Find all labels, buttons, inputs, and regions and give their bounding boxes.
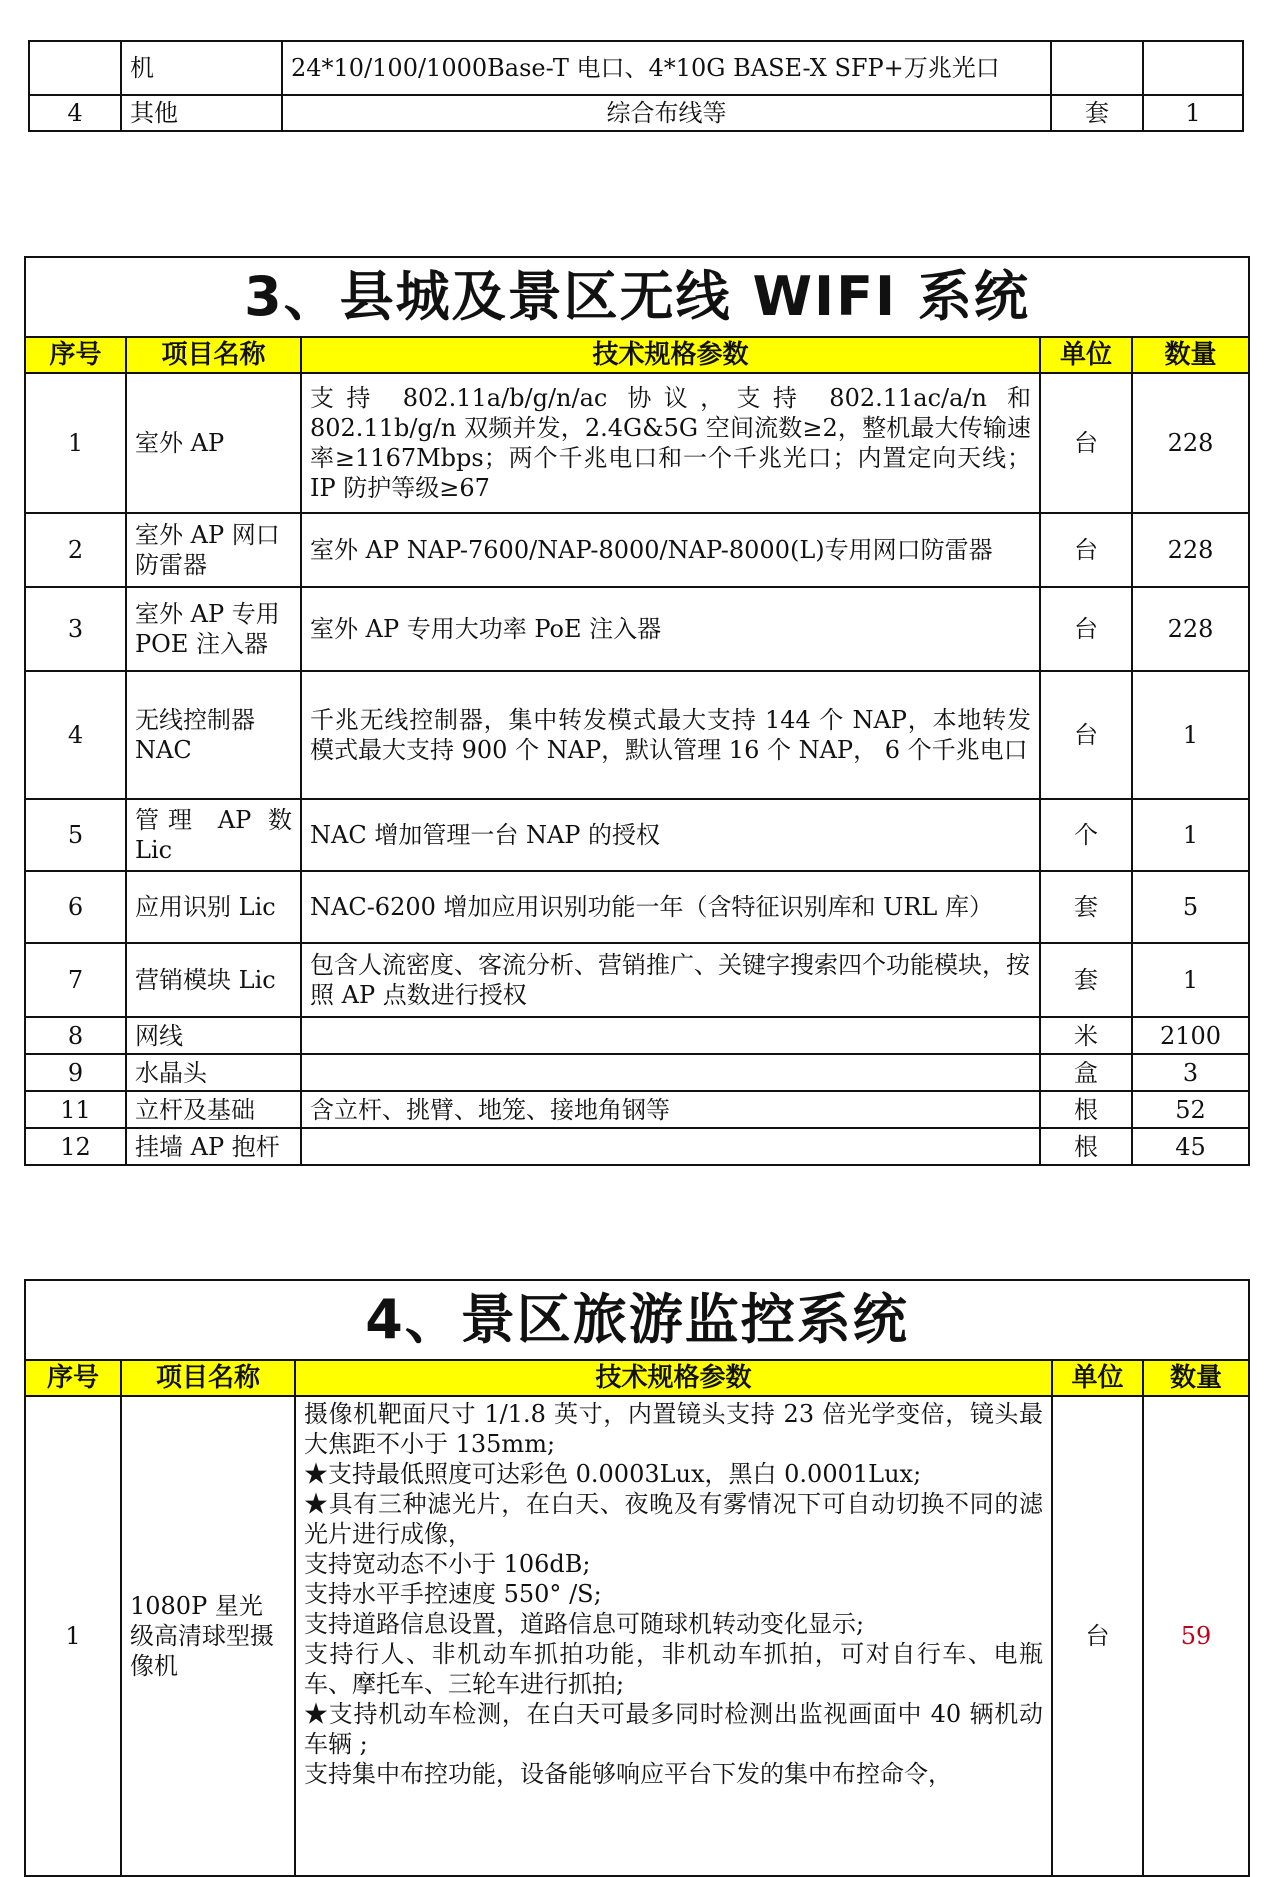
row-spec: NAC-6200 增加应用识别功能一年（含特征识别库和 URL 库） xyxy=(301,871,1040,943)
row-qty: 1 xyxy=(1143,95,1243,131)
table-row xyxy=(25,587,1249,671)
spec-line: 摄像机靶面尺寸 1/1.8 英寸，内置镜头支持 23 倍光学变倍，镜头最大焦距不小于 135mm; xyxy=(304,1400,1043,1458)
table-row xyxy=(25,1128,1249,1165)
spec-line: 支持集中布控功能，设备能够响应平台下发的集中布控命令， xyxy=(304,1760,952,1788)
row-qty xyxy=(1143,41,1243,95)
row-unit: 盒 xyxy=(1040,1054,1132,1091)
row-spec xyxy=(301,1017,1040,1054)
row-unit: 米 xyxy=(1040,1017,1132,1054)
table-row xyxy=(29,41,1243,95)
header-row xyxy=(25,337,1249,373)
table-row xyxy=(25,513,1249,587)
spec-line: 支持道路信息设置，道路信息可随球机转动变化显示; xyxy=(304,1610,865,1638)
row-unit: 台 xyxy=(1040,671,1132,799)
row-no: 3 xyxy=(25,587,126,671)
row-unit: 台 xyxy=(1052,1396,1143,1876)
row-qty: 2100 xyxy=(1132,1017,1249,1054)
row-qty: 3 xyxy=(1132,1054,1249,1091)
row-no: 9 xyxy=(25,1054,126,1091)
row-qty: 45 xyxy=(1132,1128,1249,1165)
row-no: 5 xyxy=(25,799,126,871)
table-row xyxy=(29,95,1243,131)
row-no xyxy=(29,41,121,95)
row-spec: 24*10/100/1000Base-T 电口、4*10G BASE-X SFP+万兆光口 xyxy=(282,41,1051,95)
col-header-name: 项目名称 xyxy=(121,1360,295,1396)
row-unit: 台 xyxy=(1040,513,1132,587)
row-unit: 根 xyxy=(1040,1128,1132,1165)
row-no: 4 xyxy=(25,671,126,799)
row-spec: 含立杆、挑臂、地笼、接地角钢等 xyxy=(301,1091,1040,1128)
row-no: 8 xyxy=(25,1017,126,1054)
section-title-row xyxy=(25,257,1249,337)
row-name: 无线控制器 NAC xyxy=(126,671,301,799)
wifi-section-title: 3、县城及景区无线 WIFI 系统 xyxy=(25,257,1249,337)
row-name: 1080P 星光级高清球型摄像机 xyxy=(121,1396,295,1876)
col-header-spec: 技术规格参数 xyxy=(295,1360,1052,1396)
table-row xyxy=(25,1054,1249,1091)
spec-line: ★支持机动车检测，在白天可最多同时检测出监视画面中 40 辆机动车辆 ; xyxy=(304,1700,1043,1758)
row-no: 2 xyxy=(25,513,126,587)
header-row xyxy=(25,1360,1249,1396)
row-qty: 1 xyxy=(1132,943,1249,1017)
row-spec: 室外 AP 专用大功率 PoE 注入器 xyxy=(301,587,1040,671)
row-qty: 5 xyxy=(1132,871,1249,943)
row-unit: 台 xyxy=(1040,587,1132,671)
row-name: 网线 xyxy=(126,1017,301,1054)
monitor-section-title: 4、景区旅游监控系统 xyxy=(25,1280,1249,1360)
row-unit: 根 xyxy=(1040,1091,1132,1128)
row-qty: 228 xyxy=(1132,513,1249,587)
table-row xyxy=(25,1017,1249,1054)
table-row xyxy=(25,1091,1249,1128)
row-name: 其他 xyxy=(121,95,282,131)
spec-line: ★具有三种滤光片，在白天、夜晚及有雾情况下可自动切换不同的滤光片进行成像， xyxy=(304,1490,1043,1548)
row-qty: 1 xyxy=(1132,799,1249,871)
row-no: 7 xyxy=(25,943,126,1017)
row-unit: 个 xyxy=(1040,799,1132,871)
row-no: 6 xyxy=(25,871,126,943)
row-name: 营销模块 Lic xyxy=(126,943,301,1017)
table-row xyxy=(25,943,1249,1017)
row-qty: 228 xyxy=(1132,587,1249,671)
table-row xyxy=(25,871,1249,943)
col-header-no: 序号 xyxy=(25,337,126,373)
row-qty: 1 xyxy=(1132,671,1249,799)
spec-line: ★支持最低照度可达彩色 0.0003Lux，黑白 0.0001Lux; xyxy=(304,1460,922,1488)
col-header-unit: 单位 xyxy=(1040,337,1132,373)
row-name: 室外 AP 网口防雷器 xyxy=(126,513,301,587)
table-row xyxy=(25,799,1249,871)
col-header-unit: 单位 xyxy=(1052,1360,1143,1396)
row-unit: 台 xyxy=(1040,373,1132,513)
row-spec: 包含人流密度、客流分析、营销推广、关键字搜索四个功能模块，按照 AP 点数进行授权 xyxy=(301,943,1040,1017)
col-header-name: 项目名称 xyxy=(126,337,301,373)
row-name: 室外 AP 专用 POE 注入器 xyxy=(126,587,301,671)
col-header-no: 序号 xyxy=(25,1360,121,1396)
monitor-table xyxy=(24,1279,1250,1877)
row-unit: 套 xyxy=(1040,871,1132,943)
row-spec: 综合布线等 xyxy=(282,95,1051,131)
row-spec: 室外 AP NAP-7600/NAP-8000/NAP-8000(L)专用网口防雷器 xyxy=(301,513,1040,587)
spec-line: 支持宽动态不小于 106dB; xyxy=(304,1550,591,1578)
row-spec xyxy=(295,1396,1052,1876)
row-qty: 59 xyxy=(1143,1396,1249,1876)
row-qty: 228 xyxy=(1132,373,1249,513)
table-row xyxy=(25,373,1249,513)
row-name: 应用识别 Lic xyxy=(126,871,301,943)
row-name: 室外 AP xyxy=(126,373,301,513)
row-spec: 千兆无线控制器，集中转发模式最大支持 144 个 NAP，本地转发模式最大支持 900 个 NAP，默认管理 16 个 NAP， 6 个千兆电口 xyxy=(301,671,1040,799)
row-unit: 套 xyxy=(1040,943,1132,1017)
row-unit xyxy=(1051,41,1143,95)
row-name: 立杆及基础 xyxy=(126,1091,301,1128)
table-row xyxy=(25,1396,1249,1876)
row-no: 4 xyxy=(29,95,121,131)
col-header-qty: 数量 xyxy=(1143,1360,1249,1396)
row-no: 1 xyxy=(25,1396,121,1876)
row-spec: 支持 802.11a/b/g/n/ac 协议，支持 802.11ac/a/n 和 802.11b/g/n 双频并发，2.4G&5G 空间流数≥2，整机最大传输速率≥1167Mbps；两个千兆电口和一个千兆光口；内置定向天线；IP 防护等级≥67 xyxy=(301,373,1040,513)
row-spec xyxy=(301,1128,1040,1165)
row-unit: 套 xyxy=(1051,95,1143,131)
row-name: 水晶头 xyxy=(126,1054,301,1091)
col-header-qty: 数量 xyxy=(1132,337,1249,373)
row-spec xyxy=(301,1054,1040,1091)
table-row xyxy=(25,671,1249,799)
row-no: 12 xyxy=(25,1128,126,1165)
row-name: 机 xyxy=(121,41,282,95)
section-title-row xyxy=(25,1280,1249,1360)
spec-line: 支持水平手控速度 550° /S; xyxy=(304,1580,602,1608)
row-name: 管理 AP 数 Lic xyxy=(126,799,301,871)
col-header-spec: 技术规格参数 xyxy=(301,337,1040,373)
spec-line: 支持行人、非机动车抓拍功能，非机动车抓拍，可对自行车、电瓶车、摩托车、三轮车进行抓拍; xyxy=(304,1640,1043,1698)
row-spec: NAC 增加管理一台 NAP 的授权 xyxy=(301,799,1040,871)
row-qty: 52 xyxy=(1132,1091,1249,1128)
row-name: 挂墙 AP 抱杆 xyxy=(126,1128,301,1165)
row-no: 11 xyxy=(25,1091,126,1128)
wifi-table xyxy=(24,256,1250,1166)
top-table xyxy=(28,40,1244,132)
row-no: 1 xyxy=(25,373,126,513)
